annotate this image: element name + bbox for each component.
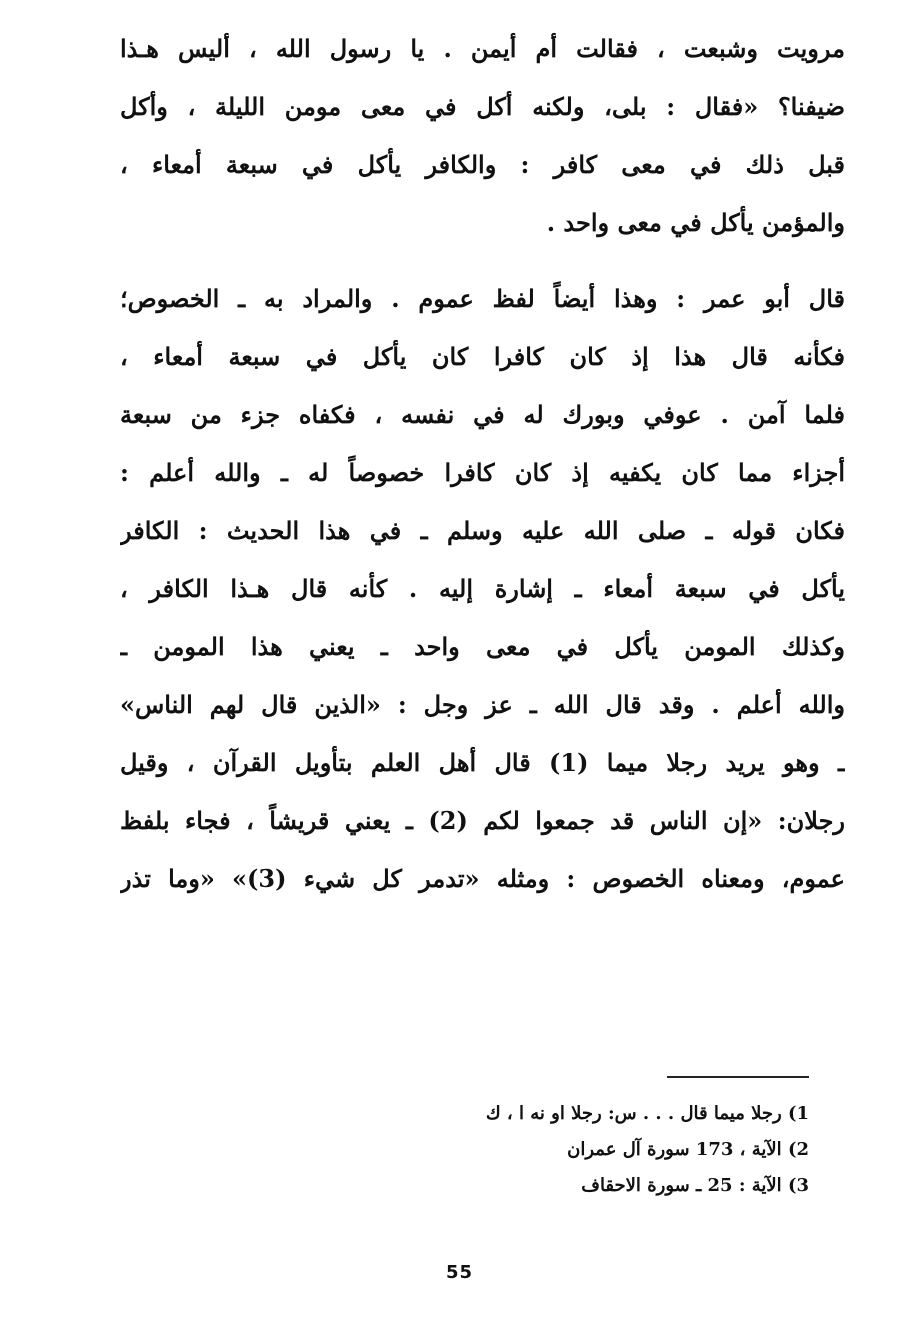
footnote-2: 2) الآية ، 173 سورة آل عمران xyxy=(567,1139,809,1160)
text-line: وكذلك المومن يأكل في معى واحد ـ يعني هذا المومن ـ xyxy=(120,632,845,661)
text-line: قال أبو عمر : وهذا أيضاً لفظ عموم . والمراد به ـ الخصوص؛ xyxy=(120,284,845,313)
body-paragraph-1 xyxy=(120,20,845,252)
footnote-divider xyxy=(667,1076,809,1078)
footnote-1: 1) رجلا ميما قال . . . س: رجلا او نه ا ، ك xyxy=(485,1103,809,1124)
page-number: 55 xyxy=(445,1262,474,1283)
footnote-3: 3) الآية : 25 ـ سورة الاحقاف xyxy=(581,1175,809,1196)
text-line: والمؤمن يأكل في معى واحد . xyxy=(546,208,845,237)
footnotes xyxy=(289,1096,809,1204)
text-line: فلما آمن . عوفي وبورك له في نفسه ، فكفاه جزء من سبعة xyxy=(120,400,845,429)
text-line: والله أعلم . وقد قال الله ـ عز وجل : «الذين قال لهم الناس» xyxy=(120,690,845,719)
text-line: قبل ذلك في معى كافر : والكافر يأكل في سبعة أمعاء ، xyxy=(120,150,845,179)
text-line: ضيفنا؟ «فقال : بلى، ولكنه أكل في معى مومن الليلة ، وأكل xyxy=(120,92,845,121)
text-line: مرويت وشبعت ، فقالت أم أيمن . يا رسول الله ، أليس هـذا xyxy=(120,34,845,63)
text-line: أجزاء مما كان يكفيه إذ كان كافرا خصوصاً له ـ والله أعلم : xyxy=(120,458,845,487)
text-line: رجلان: «إن الناس قد جمعوا لكم (2) ـ يعني قريشاً ، فجاء بلفظ xyxy=(120,806,845,835)
text-line: عموم، ومعناه الخصوص : ومثله «تدمر كل شيء (3)» «وما تذر xyxy=(120,864,845,893)
body-paragraph-2 xyxy=(120,270,845,908)
text-line: فكأنه قال هذا إذ كان كافرا كان يأكل في سبعة أمعاء ، xyxy=(120,342,845,371)
text-line: يأكل في سبعة أمعاء ـ إشارة إليه . كأنه قال هـذا الكافر ، xyxy=(120,574,845,603)
text-line: فكان قوله ـ صلى الله عليه وسلم ـ في هذا الحديث : الكافر xyxy=(120,516,845,545)
text-line: ـ وهو يريد رجلا ميما (1) قال أهل العلم بتأويل القرآن ، وقيل xyxy=(120,748,845,777)
